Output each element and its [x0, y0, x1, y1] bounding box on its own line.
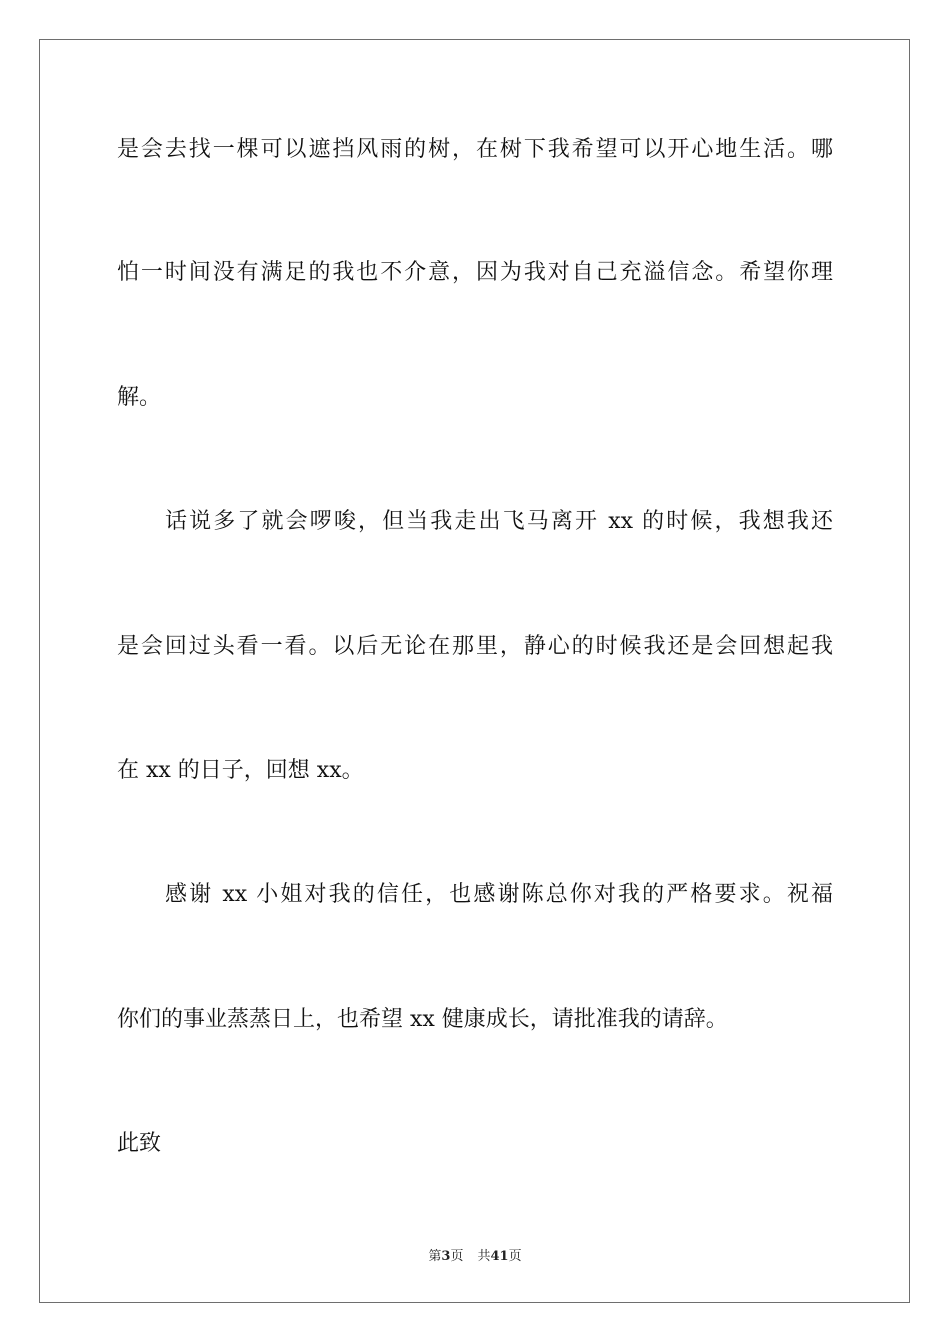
page-frame [39, 39, 910, 1303]
paragraph-line: 解。 [117, 385, 162, 410]
closing-salutation: 此致 [117, 1131, 162, 1156]
paragraph-line: 是会去找一棵可以遮挡风雨的树，在树下我希望可以开心地生活。哪 [117, 137, 833, 162]
total-pages: 41 [490, 1249, 509, 1264]
paragraph-line: 感谢 xx 小姐对我的信任，也感谢陈总你对我的严格要求。祝福 [165, 882, 833, 907]
total-prefix: 共 [477, 1249, 491, 1264]
total-suffix: 页 [508, 1249, 522, 1264]
paragraph-line: 怕一时间没有满足的我也不介意，因为我对自己充溢信念。希望你理 [117, 260, 833, 285]
page-suffix: 页 [450, 1249, 464, 1264]
paragraph-line: 话说多了就会啰唆，但当我走出飞马离开 xx 的时候，我想我还 [165, 509, 833, 534]
paragraph-line: 是会回过头看一看。以后无论在那里，静心的时候我还是会回想起我 [117, 634, 833, 659]
page-footer [0, 1248, 950, 1266]
paragraph-line: 在 xx 的日子，回想 xx。 [117, 758, 364, 783]
page-number: 3 [441, 1249, 451, 1264]
paragraph-line: 你们的事业蒸蒸日上，也希望 xx 健康成长，请批准我的请辞。 [117, 1007, 728, 1032]
page-prefix: 第 [428, 1249, 442, 1264]
